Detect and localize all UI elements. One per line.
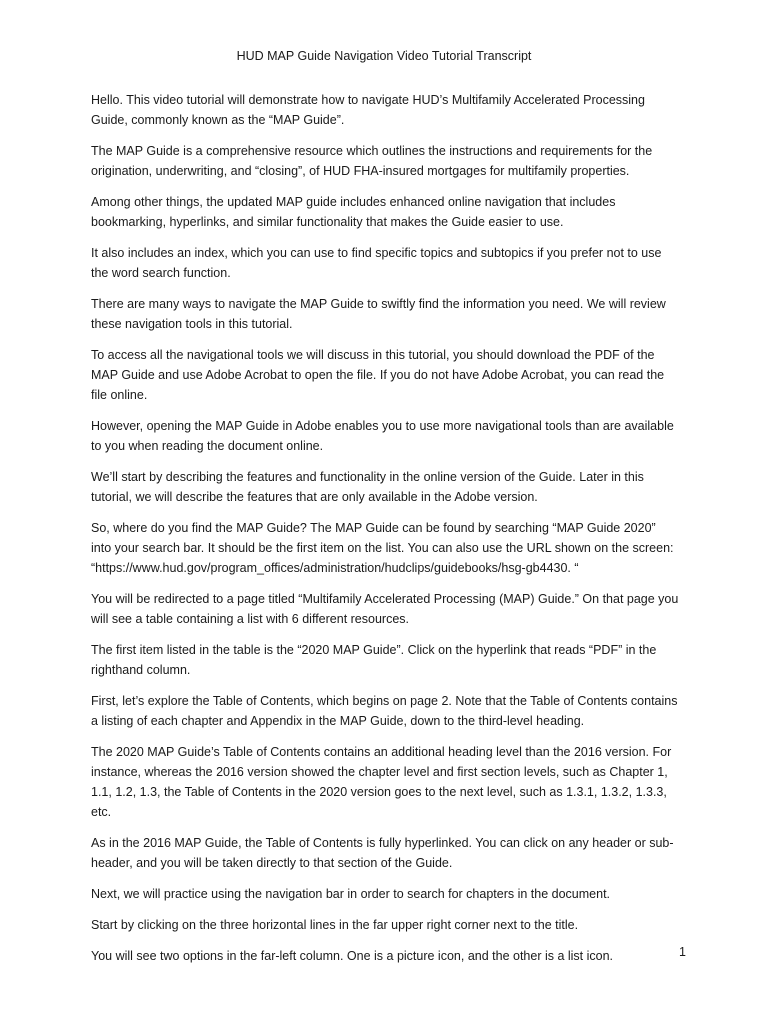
paragraph: Hello. This video tutorial will demonstrate how to navigate HUD’s Multifamily Accelerated Processing Guide, commonly known as the “MAP Guide”. xyxy=(91,93,645,127)
paragraph: Among other things, the updated MAP guide includes enhanced online navigation that includes bookmarking, hyperlinks, and similar functionality that makes the Guide easier to use. xyxy=(91,195,616,229)
paragraph: However, opening the MAP Guide in Adobe enables you to use more navigational tools than are available to you when reading the document online. xyxy=(91,419,674,453)
paragraph: To access all the navigational tools we will discuss in this tutorial, you should download the PDF of the MAP Guide and use Adobe Acrobat to open the file. If you do not have Adobe Acrobat, you can read the file online. xyxy=(91,348,665,402)
paragraph: First, let’s explore the Table of Contents, which begins on page 2. Note that the Table of Contents contains a listing of each chapter and Appendix in the MAP Guide, down to the third-level heading. xyxy=(91,694,678,728)
paragraph: The MAP Guide is a comprehensive resource which outlines the instructions and requirements for the origination, underwriting, and “closing”, of HUD FHA-insured mortgages for multifamily properties. xyxy=(91,144,653,178)
paragraph: The first item listed in the table is the “2020 MAP Guide”. Click on the hyperlink that reads “PDF” in the righthand column. xyxy=(91,643,657,677)
paragraph: There are many ways to navigate the MAP Guide to swiftly find the information you need. We will review these navigation tools in this tutorial. xyxy=(91,297,666,331)
paragraph: Start by clicking on the three horizontal lines in the far upper right corner next to the title. xyxy=(91,918,579,932)
paragraph: So, where do you find the MAP Guide? The MAP Guide can be found by searching “MAP Guide 2020” into your search bar. It should be the first item on the list. You can also use the URL shown on the screen: “https://www.hud.gov/program_offices/administration/hudclips/guidebooks/hsg-gb4430. “ xyxy=(91,521,674,575)
paragraph: As in the 2016 MAP Guide, the Table of Contents is fully hyperlinked. You can click on any header or sub-header, and you will be taken directly to that section of the Guide. xyxy=(91,836,674,870)
document-body xyxy=(91,90,679,977)
paragraph: Next, we will practice using the navigation bar in order to search for chapters in the document. xyxy=(91,887,611,901)
paragraph: The 2020 MAP Guide’s Table of Contents contains an additional heading level than the 2016 version. For instance, whereas the 2016 version showed the chapter level and first section levels, such as Chapter 1, 1.1, 1.2, 1.3, the Table of Contents in the 2020 version goes to the next level, such as 1.3.1, 1.3.2, 1.3.3, etc. xyxy=(91,745,672,819)
paragraph: We’ll start by describing the features and functionality in the online version of the Guide. Later in this tutorial, we will describe the features that are only available in the Adobe version. xyxy=(91,470,644,504)
document-title: HUD MAP Guide Navigation Video Tutorial Transcript xyxy=(236,49,532,63)
paragraph: You will see two options in the far-left column. One is a picture icon, and the other is a list icon. xyxy=(91,949,614,963)
paragraph: It also includes an index, which you can use to find specific topics and subtopics if you prefer not to use the word search function. xyxy=(91,246,662,280)
paragraph: You will be redirected to a page titled “Multifamily Accelerated Processing (MAP) Guide.” On that page you will see a table containing a list with 6 different resources. xyxy=(91,592,679,626)
page-number: 1 xyxy=(679,945,686,959)
